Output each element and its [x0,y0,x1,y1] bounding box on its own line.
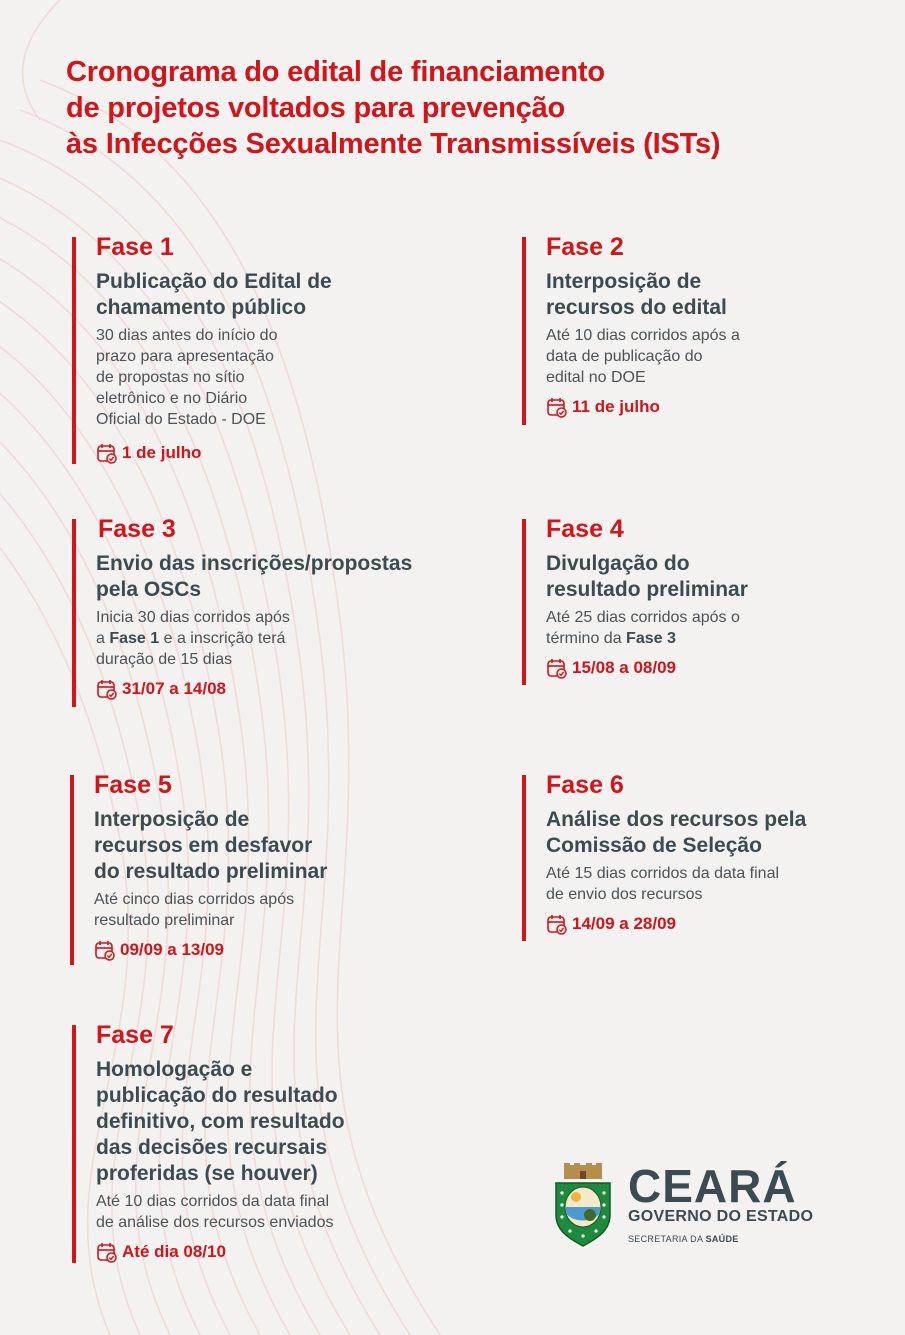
phase-date [546,913,806,935]
phase-title-line: Interposição de [546,270,702,293]
logo-sub-text: GOVERNO DO ESTADO [628,1208,814,1225]
ceara-government-logo [552,1160,814,1247]
phase-desc-line: de envio dos recursos [546,886,703,903]
phase-title-line: das decisões recursais [96,1136,328,1159]
phase-desc-line: edital no DOE [546,369,646,386]
title-line: Cronograma do edital de financiamento [66,56,605,88]
phase-6 [522,771,807,941]
phase-7 [72,1021,345,1263]
calendar-check-icon [546,396,568,418]
phase-desc-line: de análise dos recursos enviados [96,1214,334,1231]
phase-desc-line [546,628,748,649]
phase-title-line: Homologação e [96,1058,253,1081]
phase-desc-line: Até 10 dias corridos após a [546,327,740,344]
phase-desc-line: Até cinco dias corridos após [94,891,295,908]
phase-date [94,939,327,961]
phase-label: Fase 6 [546,771,624,799]
phase-5 [70,771,328,965]
phase-desc-line: Oficial do Estado - DOE [96,411,266,428]
phase-date [546,396,740,418]
desc-text: término da [546,630,627,647]
phase-title-line: definitivo, com resultado [96,1110,345,1133]
phase-label: Fase 4 [546,515,624,543]
phase-date-text: Até dia 08/10 [122,1242,226,1261]
title-line: de projetos voltados para prevenção [66,92,566,124]
phase-2 [522,233,740,425]
desc-text: a [96,630,110,647]
phase-label: Fase 7 [96,1021,174,1049]
phase-title-line: Envio das inscrições/propostas [96,552,413,575]
desc-bold-phase-ref: Fase 3 [626,630,676,647]
phase-date [96,1241,345,1263]
phase-title-line: Divulgação do [546,552,690,575]
phase-title-line: Publicação do Edital de [96,270,332,293]
phase-description [546,607,748,649]
phase-1 [72,233,332,464]
phase-date-text: 31/07 a 14/08 [122,679,226,698]
phase-title [94,807,327,885]
phase-title-line: resultado preliminar [546,578,748,601]
phase-title-line: pela OSCs [96,578,202,601]
phase-title-line: proferidas (se houver) [96,1162,318,1185]
phase-title-line: publicação do resultado [96,1084,338,1107]
phase-description [94,889,327,931]
phase-title [96,551,412,603]
phase-title [96,269,332,321]
phase-title-line: Interposição de [94,808,250,831]
phase-date [96,678,412,700]
phase-desc-line: duração de 15 dias [96,651,233,668]
calendar-check-icon [96,442,118,464]
phase-label: Fase 2 [546,233,624,261]
phase-date [546,657,748,679]
phase-4 [522,515,748,685]
phase-title [546,807,806,859]
phase-title-line: do resultado preliminar [94,860,328,883]
phase-desc-line: Até 15 dias corridos da data final [546,865,780,882]
phase-label: Fase 5 [94,771,172,799]
secretaria-bold: SAÚDE [705,1234,739,1244]
phase-description [96,1191,345,1233]
phase-title-line: Análise dos recursos pela [546,808,807,831]
phase-desc-line: eletrônico e no Diário [96,390,248,407]
title-line: às Infecções Sexualmente Transmissíveis (ISTs) [66,128,721,160]
phase-date-text: 1 de julho [122,443,202,462]
phase-desc-line: Até 25 dias corridos após o [546,609,740,626]
phase-title-line: recursos em desfavor [94,834,313,857]
phase-title [546,551,748,603]
phase-title-line: chamamento público [96,296,307,319]
calendar-check-icon [546,913,568,935]
desc-bold-phase-ref: Fase 1 [109,630,160,647]
secretaria-prefix: SECRETARIA DA [628,1234,706,1244]
phase-title-line: Comissão de Seleção [546,834,762,857]
phase-desc-line: prazo para apresentação [96,348,274,365]
calendar-check-icon [96,1241,118,1263]
phase-label: Fase 3 [98,515,176,543]
phase-desc-line: resultado preliminar [94,912,235,929]
phase-description [96,607,412,670]
phase-date-text: 14/09 a 28/09 [572,914,676,933]
phase-date-text: 11 de julho [572,397,660,416]
phase-desc-line [96,628,412,649]
phase-desc-line: 30 dias antes do início do [96,327,278,344]
phase-desc-line: Até 10 dias corridos da data final [96,1193,330,1210]
logo-secretaria-text [628,1232,813,1246]
phase-desc-line: data de publicação do [546,348,703,365]
ceara-coat-of-arms-icon [552,1163,614,1247]
phase-date-text: 09/09 a 13/09 [120,940,224,959]
page-title [66,54,720,162]
phase-label: Fase 1 [96,233,174,261]
calendar-check-icon [96,678,118,700]
phase-desc-line: Inicia 30 dias corridos após [96,609,290,626]
phase-date-text: 15/08 a 08/09 [572,658,676,677]
desc-text: e a inscrição terá [159,630,286,647]
phase-title [96,1057,345,1187]
phase-description [96,325,332,430]
logo-main-text: CEARÁ [628,1160,797,1212]
phase-title-line: recursos do edital [546,296,727,319]
phase-description [546,863,806,905]
phase-description [546,325,740,388]
calendar-check-icon [94,939,116,961]
calendar-check-icon [546,657,568,679]
phase-3 [72,515,413,707]
phase-date [96,442,332,464]
phase-desc-line: de propostas no sítio [96,369,245,386]
logo-text [628,1160,814,1246]
phase-title [546,269,740,321]
